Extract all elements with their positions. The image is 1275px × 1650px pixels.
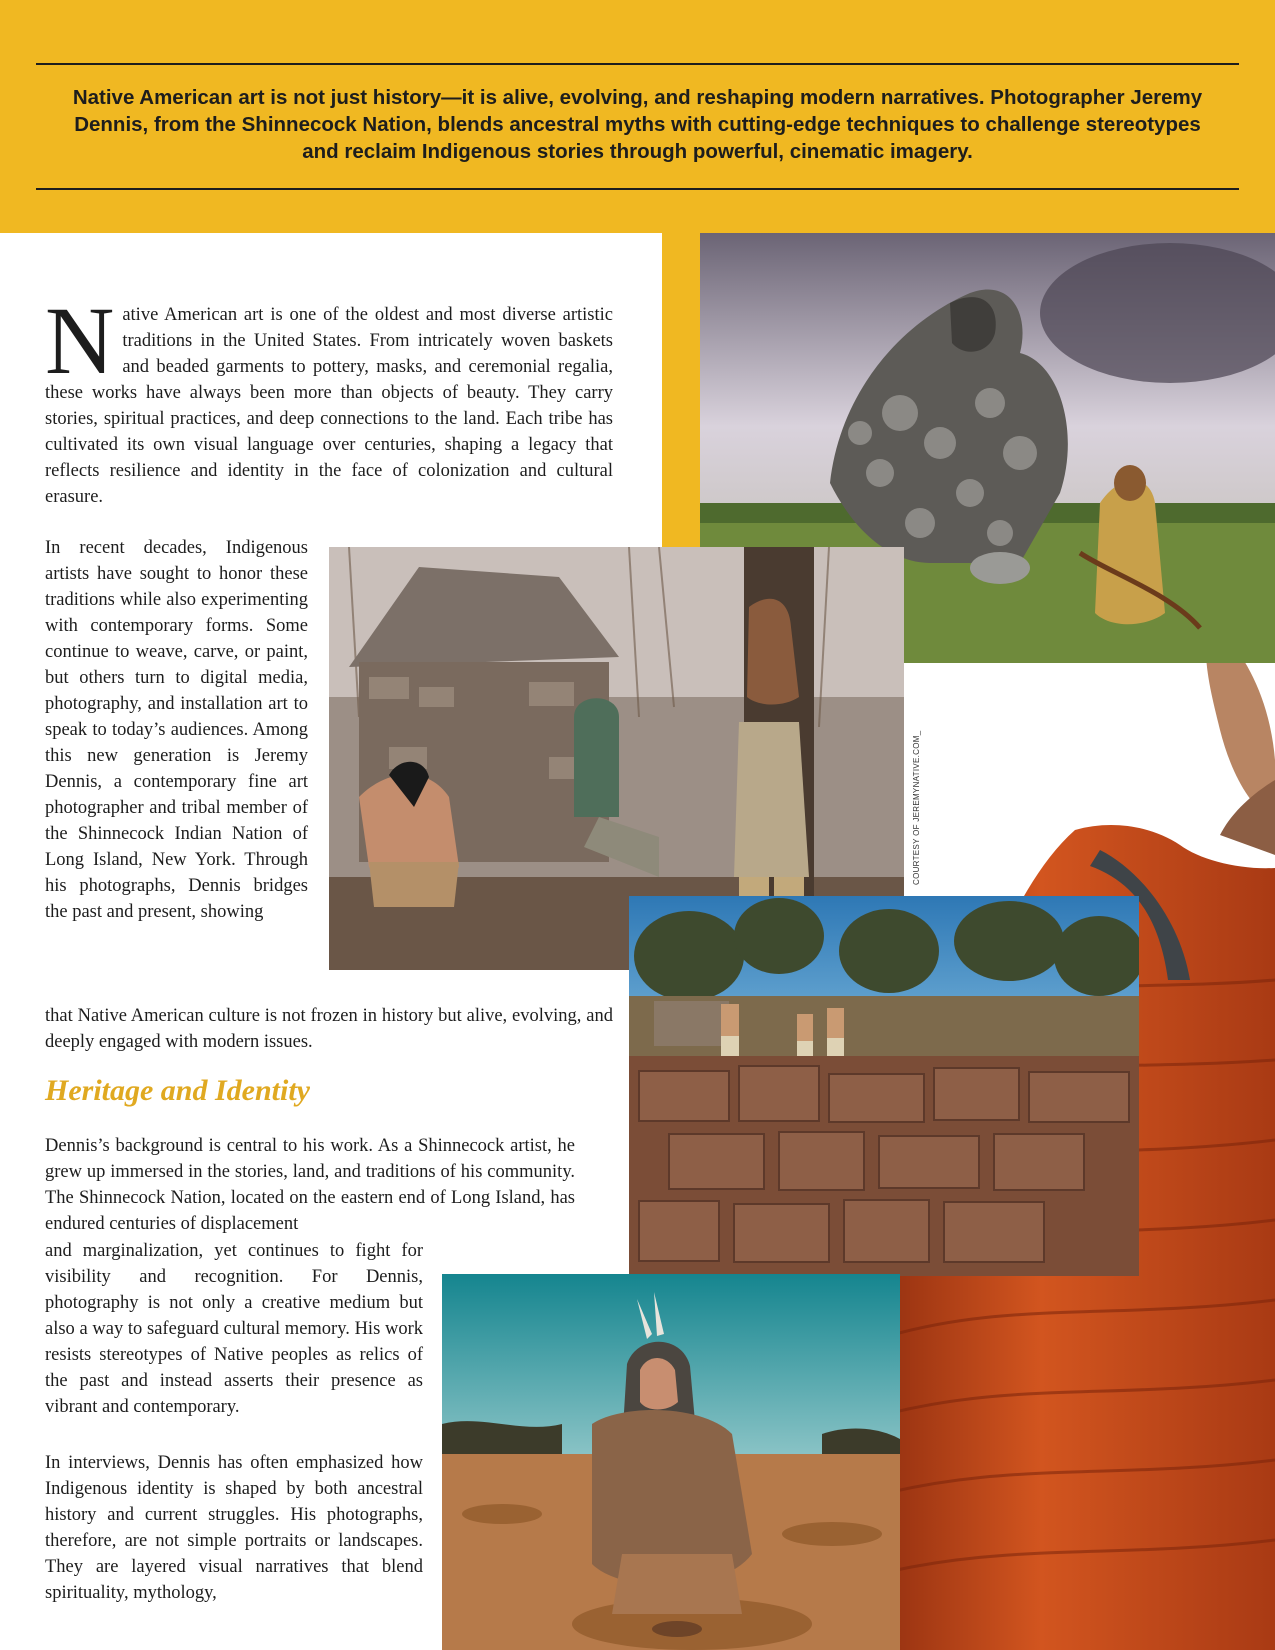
- drop-cap: N: [45, 287, 115, 394]
- paragraph-3-narrow: and marginalization, yet continues to fight for visibility and recognition. For Dennis, photography is not only a creative medium but also a way to safeguard cultural memory. His work resists stereotypes of Native peoples as relics of the past and instead asserts their presence as vibrant and contemporary.: [45, 1241, 423, 1417]
- paragraph-3-wide: Dennis’s background is central to his work. As a Shinnecock artist, he grew up immersed in the stories, land, and traditions of his community. The Shinnecock Nation, located on the eastern end of Long Island, has endured centuries of displacement: [45, 1136, 575, 1234]
- intro-banner: [0, 0, 1275, 233]
- paragraph-2-narrow: In recent decades, Indigenous artists have sought to honor these traditions while also experimenting with contemporary forms. Some continue to weave, carve, or paint, but others turn to digital media, photography, and installation art to speak to today’s audiences. Among this new generation is Jeremy Dennis, a contemporary fine art photographer and tribal member of the Shinnecock Indian Nation of Long Island, New York. Through his photographs, Dennis bridges the past and present, showing: [45, 538, 308, 922]
- seated-woman-photo: [442, 1274, 900, 1650]
- paragraph-1: ative American art is one of the oldest and most diverse artistic traditions in the United States. From intricately woven baskets and beaded garments to pottery, masks, and ceremonial regalia, these works have always been more than objects of beauty. They carry stories, spiritual practices, and deep connections to the land. Each tribe has cultivated its own visual language over centuries, shaping a legacy that reflects resilience and identity in the face of colonization and cultural erasure.: [45, 305, 613, 507]
- banner-bottom-rule: [36, 188, 1239, 190]
- intro-text: Native American art is not just history—it is alive, evolving, and reshaping modern narratives. Photographer Jeremy Dennis, from the Shinnecock Nation, blends ancestral myths with cutting-edge techniques to challenge stereotypes and reclaim Indigenous stories through powerful, cinematic imagery.: [72, 86, 1203, 163]
- section-heading: Heritage and Identity: [45, 1074, 310, 1107]
- paragraph-2-wide: that Native American culture is not frozen in history but alive, evolving, and deeply engaged with modern issues.: [45, 1006, 613, 1052]
- intro-paragraph: [45, 287, 613, 510]
- field-warriors-photo: [629, 896, 1139, 1276]
- banner-top-rule: [36, 63, 1239, 65]
- photo-credit: COURTESY OF JEREMYNATIVE.COM_: [912, 730, 921, 885]
- paragraph-4: In interviews, Dennis has often emphasized how Indigenous identity is shaped by both ancestral history and current struggles. His photographs, therefore, are not simple portraits or landscapes. They are layered visual narratives that blend spirituality, mythology,: [45, 1453, 423, 1603]
